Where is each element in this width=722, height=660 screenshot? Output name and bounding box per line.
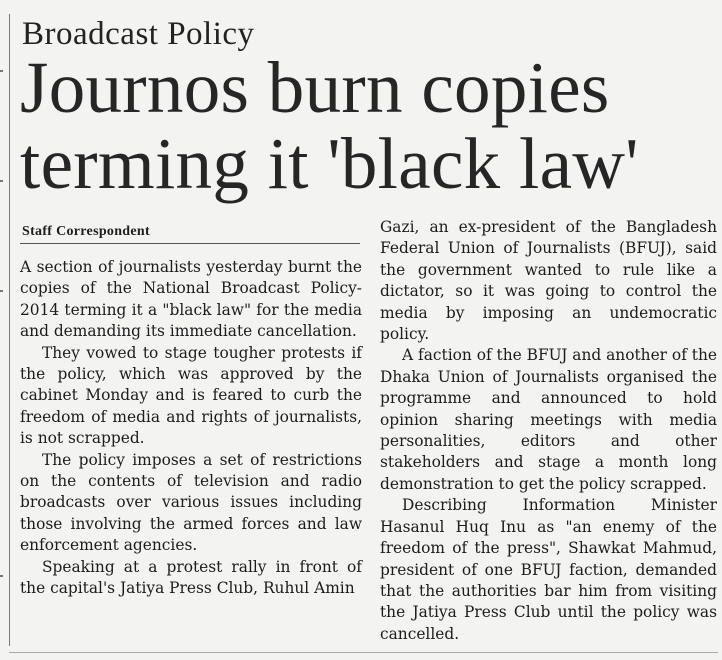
paragraph: The policy imposes a set of restrictions on the contents of television and radio broadcasts over various issues including those involving the armed forces and law enforcement agencies. xyxy=(20,450,362,555)
byline: Staff Correspondent xyxy=(22,224,150,239)
paragraph: Gazi, an ex-president of the Bangladesh Federal Union of Journalists (BFUJ), said the government wanted to rule like a dictator, so it was going to control the media by imposing an undemocratic policy. xyxy=(380,218,717,344)
paragraph: Speaking at a protest rally in front of the capital's Jatiya Press Club, Ruhul Amin xyxy=(20,557,362,598)
article-column-2 xyxy=(380,217,717,645)
section-kicker: Broadcast Policy xyxy=(22,16,255,52)
article-headline: Journos burn copies terming it 'black law' xyxy=(20,47,639,204)
paragraph: A section of journalists yesterday burnt the copies of the National Broadcast Policy-2014 terming it a "black law" for the media and demanding its immediate cancellation. xyxy=(20,258,362,341)
bottom-divider xyxy=(9,652,718,653)
margin-mark xyxy=(0,70,3,72)
margin-mark xyxy=(0,180,3,182)
margin-mark xyxy=(0,290,3,292)
paragraph: Describing Information Minister Hasanul Huq Inu as "an enemy of the freedom of the press", Shawkat Mahmud, president of one BFUJ faction, demanded that the authorities bar him from visiting the Jatiya Press Club until the policy was cancelled. xyxy=(380,496,717,643)
byline-divider xyxy=(20,243,360,244)
paragraph: They vowed to stage tougher protests if the policy, which was approved by the cabinet Monday and is feared to curb the freedom of media and rights of journalists, is not scrapped. xyxy=(20,343,362,448)
margin-mark xyxy=(0,575,3,577)
paragraph: A faction of the BFUJ and another of the Dhaka Union of Journalists organised the programme and announced to hold opinion sharing meetings with media personalities, editors and other stakeholders and stage a month long demonstration to get the policy scrapped. xyxy=(380,346,717,493)
article-column-1 xyxy=(20,257,362,600)
page-border xyxy=(9,14,10,646)
